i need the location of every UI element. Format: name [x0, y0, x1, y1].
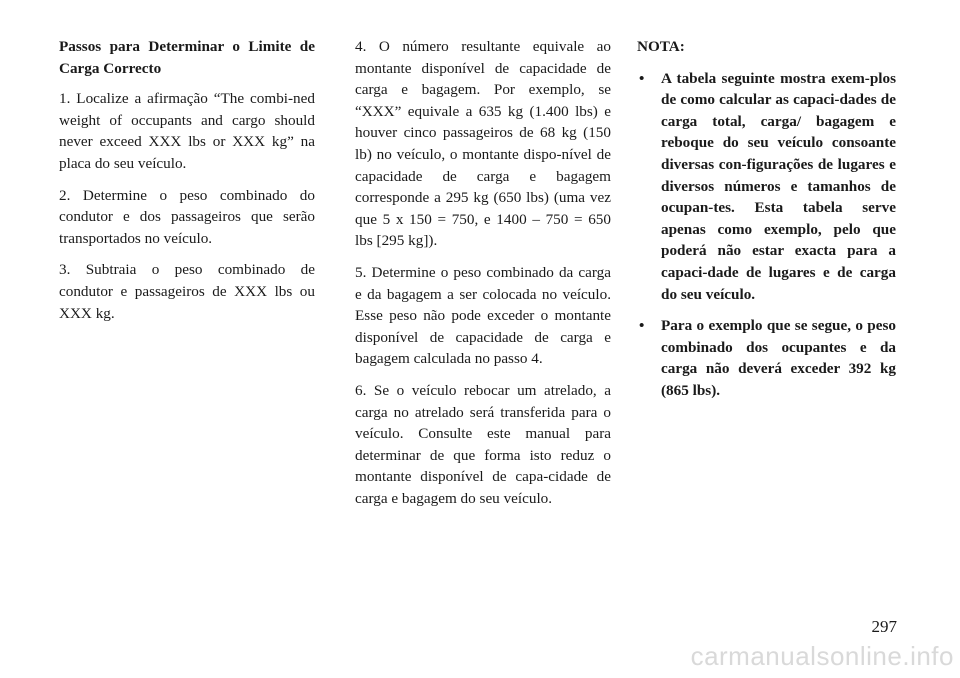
note-item — [637, 68, 896, 306]
step-5-paragraph: 5. Determine o peso combinado da carga e da bagagem a ser colocada no veículo. Esse peso não pode exceder o montante disponível de capacidade de carga e bagagem calculada no passo 4. — [355, 263, 611, 368]
watermark-text: carmanualsonline.info — [690, 641, 954, 671]
step-3-paragraph: 3. Subtraia o peso combinado de condutor e passageiros de XXX lbs ou XXX kg. — [59, 261, 315, 322]
note-title: NOTA: — [637, 38, 685, 55]
step-1-paragraph: 1. Localize a afirmação “The combi-ned weight of occupants and cargo should never exceed XXX lbs or XXX kg” na placa do seu veículo. — [59, 90, 315, 172]
step-2-paragraph: 2. Determine o peso combinado do condutor e dos passageiros que serão transportados no veículo. — [59, 186, 315, 247]
column-left — [59, 36, 315, 334]
note-text-2: Para o exemplo que se segue, o peso combinado dos ocupantes e da carga não deverá exceder 392 kg (865 lbs). — [661, 317, 896, 399]
column-middle — [355, 36, 611, 519]
note-list — [637, 68, 896, 402]
section-heading: Passos para Determinar o Limite de Carga Correcto — [59, 38, 315, 77]
column-right — [637, 36, 896, 412]
step-4-paragraph: 4. O número resultante equivale ao montante disponível de capacidade de carga e bagagem. Por exemplo, se “XXX” equivale a 635 kg (1.400 lbs) e houver cinco passageiros de 68 kg (150 lb) no veículo, o montante dispo-nível de capacidade de carga e bagagem corresponde a 295 kg (650 lbs) (uma vez que 5 x 150 = 750, e 1400 – 750 = 650 lbs [295 kg]). — [355, 38, 611, 250]
note-item — [637, 315, 896, 401]
step-6-paragraph: 6. Se o veículo rebocar um atrelado, a carga no atrelado será transferida para o veículo. Consulte este manual para determinar de que forma isto reduz o montante disponível de capa-cidade de carga e bagagem do seu veículo. — [355, 381, 611, 507]
bullet-icon: • — [639, 317, 645, 335]
bullet-icon: • — [639, 69, 645, 87]
page-number: 297 — [871, 617, 897, 636]
note-text-1: A tabela seguinte mostra exem-plos de como calcular as capaci-dades de carga total, carga/ bagagem e reboque do seu veículo consoante diversas con-figurações de lugares e diversos números e tamanhos de ocupan-tes. Esta tabela serve apenas como exemplo, pelo que poderá não estar exacta para a capaci-dade de lugares e de carga do seu veículo. — [661, 69, 896, 303]
